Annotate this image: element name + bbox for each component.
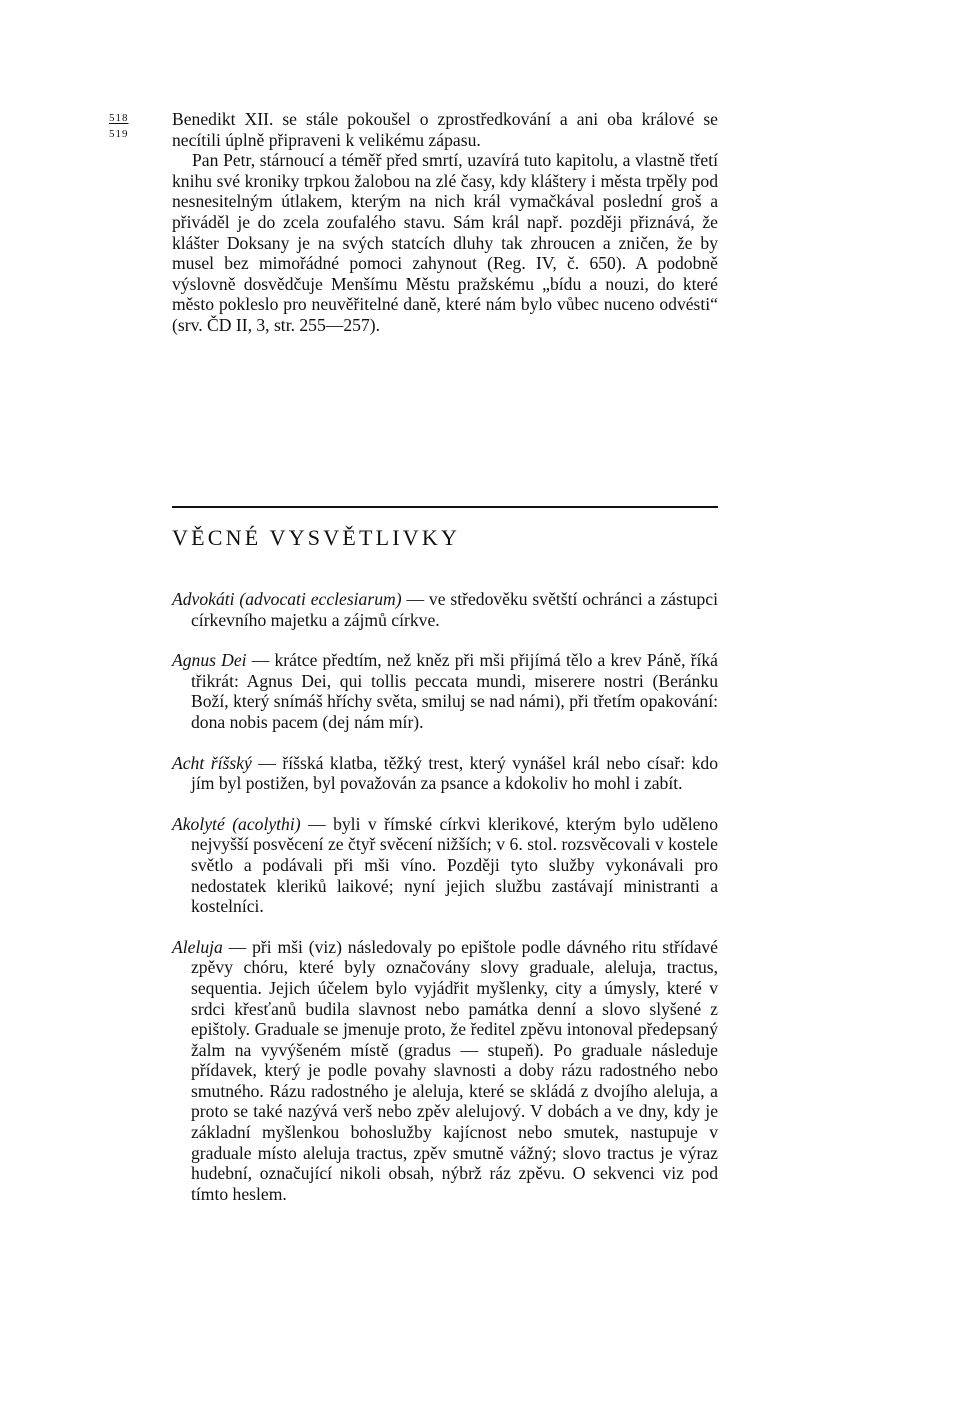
note-paragraph: Pan Petr, stárnoucí a téměř před smrtí, uzavírá tuto kapitolu, a vlastně třetí knihu své kroniky trpkou žalobou na zlé časy, kdy kláštery i města trpěly pod nesnesitelným útlakem, kterým na nich král vymačkával poslední groš a přiváděl je do zcela zoufalého stavu. Sám král např. později přiznává, že klášter Doksany je na svých statcích dluhy tak zhroucen a zničen, že by musel bez mimořádné pomoci zahynout (Reg. IV, č. 650). A podobně výslovně dosvědčuje Menšímu Městu pražskému „bídu a nouzi, do které město pokleslo pro neuvěřitelné daně, které nám bylo vůbec nuceno odvésti“ (srv. ČD II, 3, str. 255—257). (172, 150, 718, 335)
glossary-term: Akolyté (acolythi) (172, 813, 301, 834)
glossary-entry (172, 589, 718, 630)
glossary-entry (172, 650, 718, 732)
glossary-definition: — při mši (viz) následovaly po epištole podle dávného ritu střídavé zpěvy chóru, které byly označovány slovy graduale, aleluja, tractus, sequentia. Jejich účelem bylo vyjádřit myšlenky, city a úmysly, které v srdci křesťanů budila slavnost nebo památka denní a slovo slyšené z epištoly. Graduale se jmenuje proto, že ředitel zpěvu intonoval předepsaný žalm na vyvýšeném místě (gradus — stupeň). Po graduale následuje přídavek, který je podle povahy slavnosti a doby rázu radostného nebo smutného. Rázu radostného je aleluja, které se skládá z dvojího aleluja, a proto se také nazývá verš nebo zpěv alelujový. V dobách a ve dny, kdy je základní myšlenkou bohoslužby kajícnost nebo smutek, nastupuje v graduale místo aleluja tractus, zpěv smutně vážný; slovo tractus je výraz hudební, označující nikoli obsah, nýbrž ráz zpěvu. O sekvenci viz pod tímto heslem. (191, 936, 718, 1204)
glossary-term: Advokáti (advocati ecclesiarum) (172, 589, 402, 609)
section-divider (172, 506, 718, 508)
glossary-list (172, 589, 718, 1224)
margin-note-number: 519 (109, 128, 129, 140)
section-title: VĚCNÉ VYSVĚTLIVKY (172, 525, 461, 550)
glossary-term: Aleluja (172, 936, 223, 957)
glossary-definition: — říšská klatba, těžký trest, který vynášel král nebo císař: kdo jím byl postižen, byl považován za psance a kdokoliv ho mohl i zabít. (191, 752, 719, 794)
glossary-definition: — ve středověku světští ochránci a zástupci církevního majetku a zájmů církve. (191, 589, 719, 630)
note-body (172, 109, 718, 336)
glossary-entry (172, 753, 718, 794)
glossary-term: Acht říšský (172, 752, 252, 773)
glossary-entry (172, 937, 718, 1205)
glossary-term: Agnus Dei (172, 650, 247, 671)
glossary-definition: — krátce předtím, než kněz při mši přijímá tělo a krev Páně, říká třikrát: Agnus Dei, qui tollis peccata mundi, miserere nostri (Beránku Boží, který snímáš hříchy světa, smiluj se nad námi), při třetím opakování: dona nobis pacem (dej nám mír). (191, 650, 718, 732)
margin-note-number: 518 (109, 112, 129, 124)
glossary-definition: — byli v římské církvi klerikové, kterým bylo uděleno nejvyšší posvěcení ze čtyř svěcení nižších; v 6. stol. rozsvěcovali v kostele světlo a podávali při mši víno. Později tyto služby vykonávali pro nedostatek kleriků laikové; nyní jejich službu zastávají ministranti a kostelníci. (191, 813, 718, 917)
margin-note-numbers (109, 110, 129, 142)
note-paragraph: Benedikt XII. se stále pokoušel o zprostředkování a ani oba králové se necítili úplně připraveni k velikému zápasu. (172, 109, 718, 150)
glossary-entry (172, 814, 718, 917)
